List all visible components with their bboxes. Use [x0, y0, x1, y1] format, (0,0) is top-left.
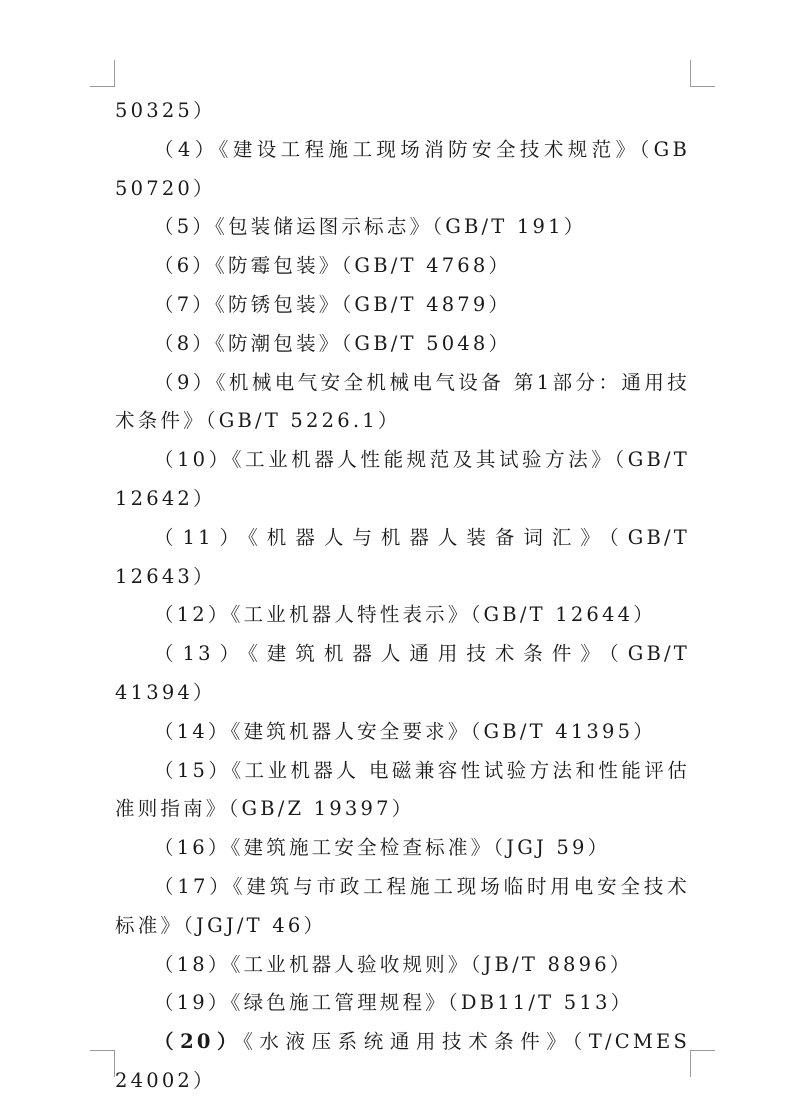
item-number: （11）: [154, 525, 249, 549]
reference-item-13: [115, 635, 690, 713]
item-title: 《防潮包装》（GB/T 5048）: [215, 331, 512, 355]
page-corner-mark-top-left: [90, 60, 115, 87]
item-title: 《水液压系统通用技术条件》（T/CMES 24002）: [115, 1030, 691, 1092]
item-number: （4）: [154, 137, 219, 161]
reference-item-15: [115, 752, 690, 830]
item-number: （6）: [154, 254, 216, 278]
item-title: 《绿色施工管理规程》（DB11/T 513）: [230, 991, 634, 1015]
reference-item-19: [115, 984, 690, 1023]
reference-item-8: [115, 325, 690, 364]
item-number: （9）: [154, 370, 216, 394]
item-number: （14）: [154, 719, 231, 743]
item-number: （10）: [154, 448, 232, 472]
item-title: 《工业机器人 电磁兼容性试验方法和性能评估准则指南》（GB/Z 19397）: [115, 758, 690, 821]
reference-item-7: [115, 286, 690, 325]
reference-item-6: [115, 247, 690, 286]
item-number: （20）: [154, 1030, 244, 1054]
page-corner-mark-bottom-left: [90, 1050, 115, 1077]
reference-item-14: [115, 713, 690, 752]
item-title: 《防霉包装》（GB/T 4768）: [215, 254, 512, 278]
item-title: 《包装储运图示标志》（GB/T 191）: [215, 215, 587, 239]
item-title: 《建设工程施工现场消防安全技术规范》（GB 50720）: [115, 137, 690, 200]
reference-item-17: [115, 868, 690, 946]
item-number: （5）: [154, 215, 216, 239]
item-number: （12）: [154, 603, 231, 627]
reference-item-18: [115, 946, 690, 985]
item-title: 《建筑施工安全检查标准》（JGJ 59）: [230, 836, 611, 860]
item-title: 《建筑机器人安全要求》（GB/T 41395）: [230, 719, 656, 743]
item-title: 《工业机器人验收规则》（JB/T 8896）: [230, 952, 633, 976]
reference-item-10: [115, 441, 690, 519]
continuation-line: 50325）: [115, 99, 216, 122]
reference-item-12: [115, 596, 690, 635]
item-number: （8）: [154, 331, 216, 355]
reference-item-9: [115, 364, 690, 442]
item-title: 《防锈包装》（GB/T 4879）: [215, 292, 512, 316]
page-corner-mark-bottom-right: [690, 1050, 715, 1077]
item-title: 《建筑机器人通用技术条件》（GB/T 41394）: [115, 642, 690, 704]
item-title: 《工业机器人性能规范及其试验方法》（GB/T 12642）: [115, 448, 690, 510]
item-title: 《工业机器人特性表示》（GB/T 12644）: [230, 603, 656, 627]
document-body: [115, 92, 690, 1101]
reference-item-16: [115, 829, 690, 868]
item-number: （7）: [154, 292, 216, 316]
item-number: （13）: [154, 642, 249, 666]
item-number: （16）: [154, 836, 231, 860]
reference-item-20: [115, 1023, 690, 1101]
page-corner-mark-top-right: [690, 60, 715, 87]
reference-item-5: [115, 208, 690, 247]
reference-item-11: [115, 519, 690, 597]
item-title: 《机械电气安全机械电气设备 第1部分：通用技术条件》（GB/T 5226.1）: [115, 370, 690, 433]
item-number: （19）: [154, 991, 231, 1015]
item-title: 《建筑与市政工程施工现场临时用电安全技术标准》（JGJ/T 46）: [115, 874, 690, 937]
item-title: 《机器人与机器人装备词汇》（GB/T 12643）: [115, 525, 690, 588]
item-number: （18）: [154, 952, 231, 976]
reference-item-4: [115, 131, 690, 209]
item-number: （15）: [154, 758, 232, 782]
item-number: （17）: [154, 874, 233, 898]
